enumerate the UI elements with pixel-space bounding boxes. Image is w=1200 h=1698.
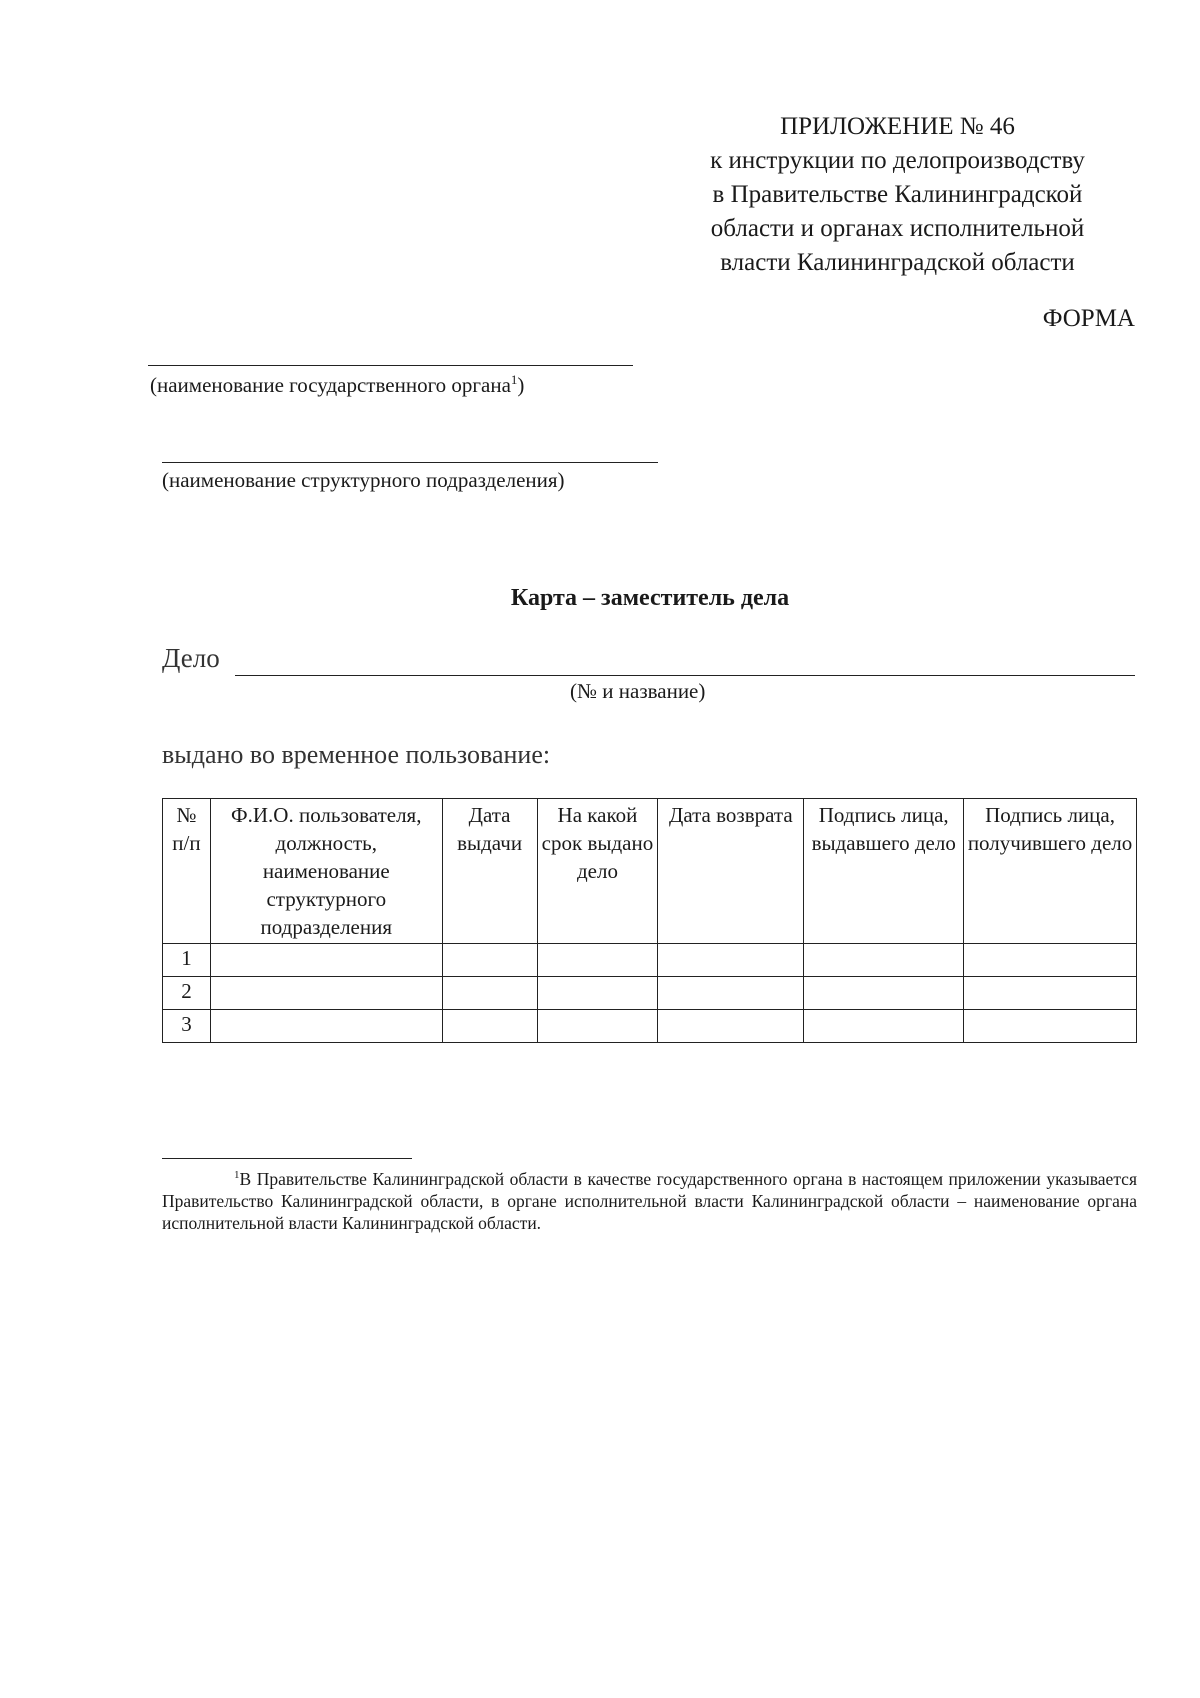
footnote-reference: 1 (510, 372, 518, 387)
table-row (163, 977, 1137, 1010)
table-cell (210, 1010, 442, 1043)
table-cell (964, 1010, 1137, 1043)
organ-caption (150, 372, 524, 398)
table-cell (964, 944, 1137, 977)
subdivision-line (162, 462, 658, 463)
table-cell (442, 1010, 537, 1043)
table-header-row (163, 799, 1137, 944)
header-issuer-signature: Подпись лица, выдавшего дело (804, 799, 964, 944)
case-underline (235, 675, 1135, 676)
table-cell (537, 944, 658, 977)
organ-caption-close: ) (517, 373, 525, 397)
case-card-table (162, 798, 1137, 1043)
footnote (162, 1164, 1137, 1234)
table-cell (537, 977, 658, 1010)
table-cell (210, 944, 442, 977)
header-receiver-signature: Подпись лица, получившего дело (964, 799, 1137, 944)
case-caption: (№ и название) (570, 679, 706, 703)
footnote-separator-line (162, 1158, 412, 1159)
case-label: Дело (162, 643, 220, 673)
row-number: 2 (163, 977, 211, 1010)
footnote-mark: 1 (234, 1169, 240, 1181)
header-issue-date: Дата выдачи (442, 799, 537, 944)
table-cell (804, 944, 964, 977)
table-cell (658, 1010, 804, 1043)
header-term: На какой срок выдано дело (537, 799, 658, 944)
table-cell (537, 1010, 658, 1043)
header-number: № п/п (163, 799, 211, 944)
organ-caption-text: (наименование государственного органа (150, 373, 511, 397)
subdivision-caption: (наименование структурного подразделения) (162, 468, 565, 492)
issued-label: выдано во временное пользование: (162, 740, 551, 769)
organ-underline (148, 365, 633, 366)
table-cell (658, 977, 804, 1010)
organ-line (148, 365, 633, 366)
table-cell (658, 944, 804, 977)
table-cell (804, 1010, 964, 1043)
document-title: Карта – заместитель дела (510, 585, 790, 611)
header-user: Ф.И.О. пользователя, должность, наименование структурного подразделения (210, 799, 442, 944)
appendix-line: в Правительстве Калининградской (712, 181, 1083, 208)
appendix-line: области и органах исполнительной (710, 215, 1085, 242)
footnote-text: В Правительстве Калининградской области в качестве государственного органа в настоящем приложении указывается Правительство Калининградской области, в органе исполнительной власти Калининградской области – наименование органа исполнительной власти Калининградской области. (162, 1168, 1137, 1233)
appendix-line: власти Калининградской области (720, 249, 1075, 276)
row-number: 1 (163, 944, 211, 977)
row-number: 3 (163, 1010, 211, 1043)
appendix-line: к инструкции по делопроизводству (710, 147, 1085, 174)
table-cell (964, 977, 1137, 1010)
subdivision-underline (162, 462, 658, 463)
table-cell (442, 977, 537, 1010)
case-line (235, 675, 1135, 676)
table-row (163, 944, 1137, 977)
footnote-separator (162, 1158, 412, 1159)
table-cell (442, 944, 537, 977)
header-return-date: Дата возврата (658, 799, 804, 944)
form-label: ФОРМА (1042, 305, 1135, 332)
table-cell (210, 977, 442, 1010)
appendix-line: ПРИЛОЖЕНИЕ № 46 (780, 113, 1015, 140)
appendix-header (660, 110, 1135, 280)
table-cell (804, 977, 964, 1010)
table-row (163, 1010, 1137, 1043)
